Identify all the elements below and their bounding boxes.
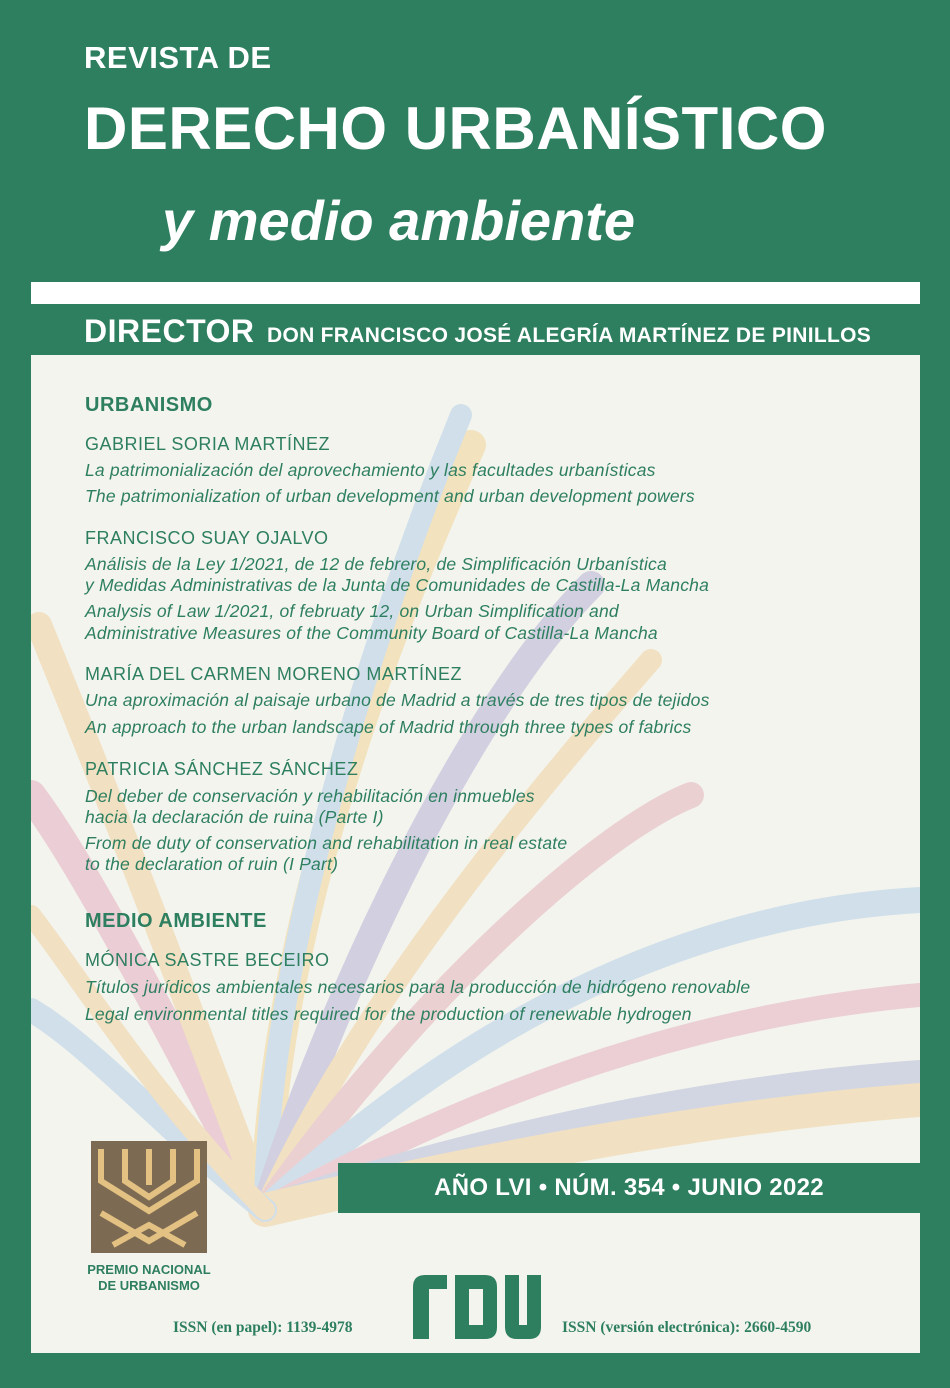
top-white-stripe bbox=[31, 282, 920, 304]
issn-paper: ISSN (en papel): 1139-4978 bbox=[173, 1319, 353, 1336]
award-caption: PREMIO NACIONAL bbox=[87, 1262, 211, 1277]
rdu-logo-icon bbox=[409, 1273, 545, 1339]
journal-pre-title: REVISTA DE bbox=[84, 40, 272, 75]
issue-info-band: AÑO LVI • NÚM. 354 • JUNIO 2022 bbox=[338, 1163, 920, 1213]
section-title-medio-ambiente: MEDIO AMBIENTE bbox=[85, 910, 267, 932]
director-line bbox=[84, 313, 871, 350]
award-caption: DE URBANISMO bbox=[98, 1278, 200, 1293]
journal-main-title: DERECHO URBANÍSTICO bbox=[84, 95, 827, 162]
article-title-es: y Medidas Administrativas de la Junta de Comunidades de Castilla-La Mancha bbox=[85, 575, 710, 595]
section-title-urbanismo: URBANISMO bbox=[85, 394, 213, 416]
article-author: MÓNICA SASTRE BECEIRO bbox=[85, 950, 330, 970]
director-label: DIRECTOR bbox=[84, 313, 255, 349]
article-title-en: From de duty of conservation and rehabilitation in real estate bbox=[85, 833, 568, 853]
article-title-es: Títulos jurídicos ambientales necesarios para la producción de hidrógeno renovable bbox=[85, 977, 751, 997]
issn-electronic: ISSN (versión electrónica): 2660-4590 bbox=[562, 1319, 812, 1336]
journal-subtitle: y medio ambiente bbox=[162, 189, 636, 252]
article-author: GABRIEL SORIA MARTÍNEZ bbox=[85, 434, 331, 454]
article-author: FRANCISCO SUAY OJALVO bbox=[85, 528, 329, 548]
contents-panel bbox=[31, 355, 920, 1353]
article-title-en: Administrative Measures of the Community Board of Castilla-La Mancha bbox=[85, 623, 658, 643]
article-title-es: Análisis de la Ley 1/2021, de 12 de febrero, de Simplificación Urbanística bbox=[85, 554, 667, 574]
article-title-en: Legal environmental titles required for the production of renewable hydrogen bbox=[85, 1004, 692, 1024]
article-title-es: Una aproximación al paisaje urbano de Madrid a través de tres tipos de tejidos bbox=[85, 690, 710, 710]
article-title-es: Del deber de conservación y rehabilitación en inmuebles bbox=[85, 786, 535, 806]
article-author: MARÍA DEL CARMEN MORENO MARTÍNEZ bbox=[85, 664, 463, 684]
director-name: DON FRANCISCO JOSÉ ALEGRÍA MARTÍNEZ DE PINILLOS bbox=[266, 324, 872, 347]
award-emblem-icon bbox=[91, 1141, 207, 1253]
article-title-es: hacia la declaración de ruina (Parte I) bbox=[85, 807, 384, 827]
article-title-es: La patrimonialización del aprovechamiento y las facultades urbanísticas bbox=[85, 460, 656, 480]
article-title-en: The patrimonialization of urban development and urban development powers bbox=[85, 486, 695, 506]
article-title-en: An approach to the urban landscape of Madrid through three types of fabrics bbox=[85, 717, 692, 737]
article-title-en: to the declaration of ruin (I Part) bbox=[85, 854, 339, 874]
article-title-en: Analysis of Law 1/2021, of februaty 12, on Urban Simplification and bbox=[85, 601, 619, 621]
article-author: PATRICIA SÁNCHEZ SÁNCHEZ bbox=[85, 759, 359, 779]
